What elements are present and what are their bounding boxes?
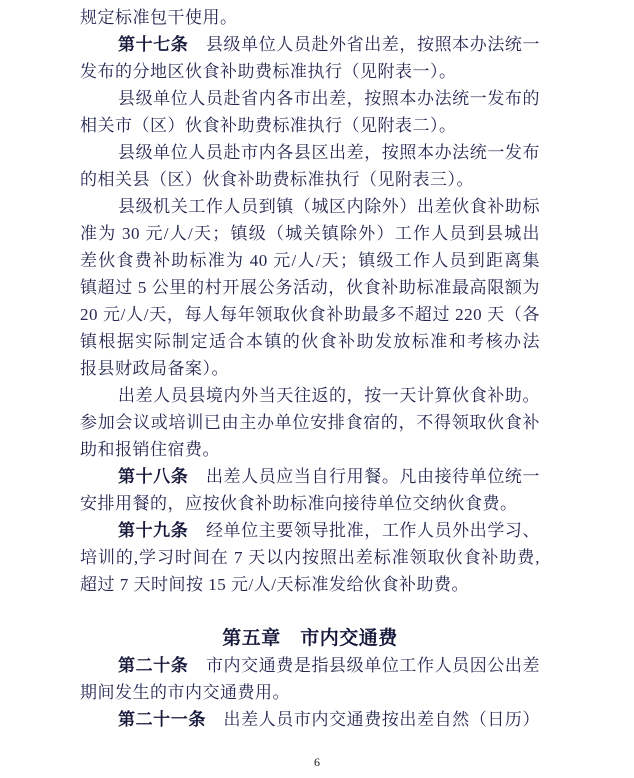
line-text: 期间发生的市内交通费用。 bbox=[80, 683, 290, 702]
line-text: 县级单位人员赴省内各市出差，按照本办法统一发布的 bbox=[118, 89, 540, 108]
article-number: 第二十条 bbox=[118, 656, 189, 675]
line-text: 发布的分地区伙食补助费标准执行（见附表一）。 bbox=[80, 62, 457, 81]
text-line bbox=[80, 382, 540, 409]
text-line bbox=[80, 4, 540, 31]
line-text: 镇超过 5 公里的村开展公务活动，伙食补助标准最高限额为 bbox=[80, 278, 540, 297]
line-text: 市内交通费是指县级单位工作人员因公出差 bbox=[188, 656, 540, 675]
line-text: 参加会议或培训已由主办单位安排食宿的，不得领取伙食补 bbox=[80, 413, 540, 432]
line-text: 的相关县（区）伙食补助费标准执行（见附表三）。 bbox=[80, 170, 474, 189]
text-line bbox=[80, 571, 540, 598]
line-text: 培训的,学习时间在 7 天以内按照出差标准领取伙食补助费, bbox=[80, 548, 540, 567]
text-line bbox=[80, 166, 540, 193]
chapter-heading: 第五章 市内交通费 bbox=[222, 628, 398, 649]
line-text: 准为 30 元/人/天；镇级（城关镇除外）工作人员到县城出 bbox=[80, 224, 540, 243]
document-text-block bbox=[80, 4, 540, 733]
text-line bbox=[80, 31, 540, 58]
line-text: 差伙食费补助标准为 40 元/人/天；镇级工作人员到距离集 bbox=[80, 251, 540, 270]
line-text: 出差人员县境内外当天往返的，按一天计算伙食补助。 bbox=[118, 386, 540, 405]
line-text: 20 元/人/天，每人每年领取伙食补助最多不超过 220 天（各 bbox=[80, 305, 540, 324]
text-line bbox=[80, 58, 540, 85]
text-line bbox=[80, 652, 540, 679]
line-text: 经单位主要领导批准，工作人员外出学习、 bbox=[188, 521, 540, 540]
text-line bbox=[80, 517, 540, 544]
article-number: 第十八条 bbox=[118, 467, 189, 486]
line-text: 县级机关工作人员到镇（城区内除外）出差伙食补助标 bbox=[118, 197, 540, 216]
article-number: 第二十一条 bbox=[118, 710, 206, 729]
text-line bbox=[80, 85, 540, 112]
article-number: 第十七条 bbox=[118, 35, 189, 54]
page-number: 6 bbox=[314, 755, 320, 769]
text-line bbox=[80, 706, 540, 733]
line-text: 报县财政局备案）。 bbox=[80, 359, 229, 378]
line-text: 镇根据实际制定适合本镇的伙食补助发放标准和考核办法 bbox=[80, 332, 540, 351]
text-line bbox=[80, 247, 540, 274]
text-line bbox=[80, 274, 540, 301]
line-text: 县级单位人员赴市内各县区出差，按照本办法统一发布 bbox=[118, 143, 540, 162]
text-line bbox=[80, 193, 540, 220]
blank-line bbox=[80, 598, 540, 625]
line-text: 超过 7 天时间按 15 元/人/天标准发给伙食补助费。 bbox=[80, 575, 469, 594]
text-line bbox=[80, 112, 540, 139]
line-text: 出差人员市内交通费按出差自然（日历） bbox=[205, 710, 540, 729]
text-line bbox=[80, 328, 540, 355]
text-line bbox=[80, 463, 540, 490]
text-line bbox=[80, 139, 540, 166]
line-text: 规定标准包干使用。 bbox=[80, 8, 238, 27]
text-line bbox=[80, 436, 540, 463]
line-text: 助和报销住宿费。 bbox=[80, 440, 220, 459]
article-number: 第十九条 bbox=[118, 521, 189, 540]
line-text: 出差人员应当自行用餐。凡由接待单位统一 bbox=[188, 467, 540, 486]
line-text: 县级单位人员赴外省出差，按照本办法统一 bbox=[188, 35, 540, 54]
text-line bbox=[80, 544, 540, 571]
text-line bbox=[80, 490, 540, 517]
text-line bbox=[80, 301, 540, 328]
line-text: 相关市（区）伙食补助费标准执行（见附表二）。 bbox=[80, 116, 457, 135]
text-line bbox=[80, 409, 540, 436]
text-line bbox=[80, 220, 540, 247]
text-line bbox=[80, 355, 540, 382]
line-text: 安排用餐的，应按伙食补助标准向接待单位交纳伙食费。 bbox=[80, 494, 518, 513]
text-line bbox=[80, 679, 540, 706]
